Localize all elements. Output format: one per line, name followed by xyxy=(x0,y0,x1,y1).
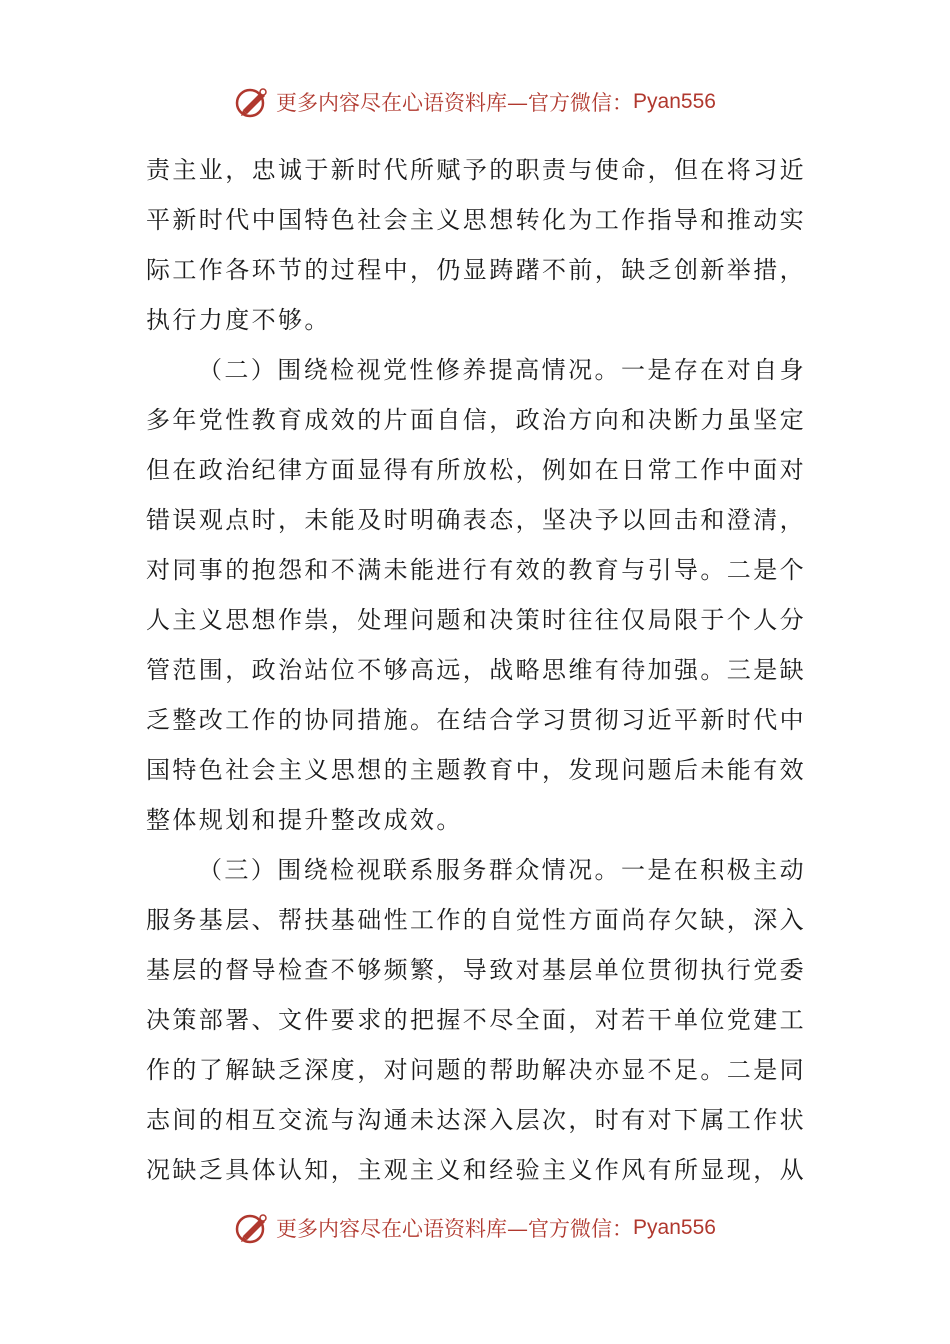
banner-wechat-id: Pyan556 xyxy=(633,90,716,113)
document-body xyxy=(146,145,806,1195)
paragraph-section-3: （三）围绕检视联系服务群众情况。一是在积极主动服务基层、帮扶基础性工作的自觉性方面尚存欠缺，深入基层的督导检查不够频繁，导致对基层单位贯彻执行党委决策部署、文件要求的把握不尽全面，对若干单位党建工作的了解缺乏深度，对问题的帮助解决亦显不足。二是同志间的相互交流与沟通未达深入层次，时有对下属工作状况缺乏具体认知，主观主义和经验主义作风有所显现，从 xyxy=(146,856,806,1184)
header-watermark-banner xyxy=(0,82,950,122)
paragraph-continuation: 责主业，忠诚于新时代所赋予的职责与使命，但在将习近平新时代中国特色社会主义思想转化为工作指导和推动实际工作各环节的过程中，仍显踌躇不前，缺乏创新举措，执行力度不够。 xyxy=(146,156,806,334)
paragraph-section-2: （二）围绕检视党性修养提高情况。一是存在对自身多年党性教育成效的片面自信，政治方向和决断力虽坚定但在政治纪律方面显得有所放松，例如在日常工作中面对错误观点时，未能及时明确表态，坚决予以回击和澄清，对同事的抱怨和不满未能进行有效的教育与引导。二是个人主义思想作祟，处理问题和决策时往往仅局限于个人分管范围，政治站位不够高远，战略思维有待加强。三是缺乏整改工作的协同措施。在结合学习贯彻习近平新时代中国特色社会主义思想的主题教育中，发现问题后未能有效整体规划和提升整改成效。 xyxy=(146,356,806,834)
pen-circle-logo-icon xyxy=(234,1210,270,1246)
banner-wechat-id: Pyan556 xyxy=(633,1216,716,1239)
footer-watermark-banner xyxy=(0,1208,950,1248)
banner-text: 更多内容尽在心语资料库—官方微信： xyxy=(276,1217,634,1241)
banner-text: 更多内容尽在心语资料库—官方微信： xyxy=(276,91,634,115)
pen-circle-logo-icon xyxy=(234,84,270,120)
